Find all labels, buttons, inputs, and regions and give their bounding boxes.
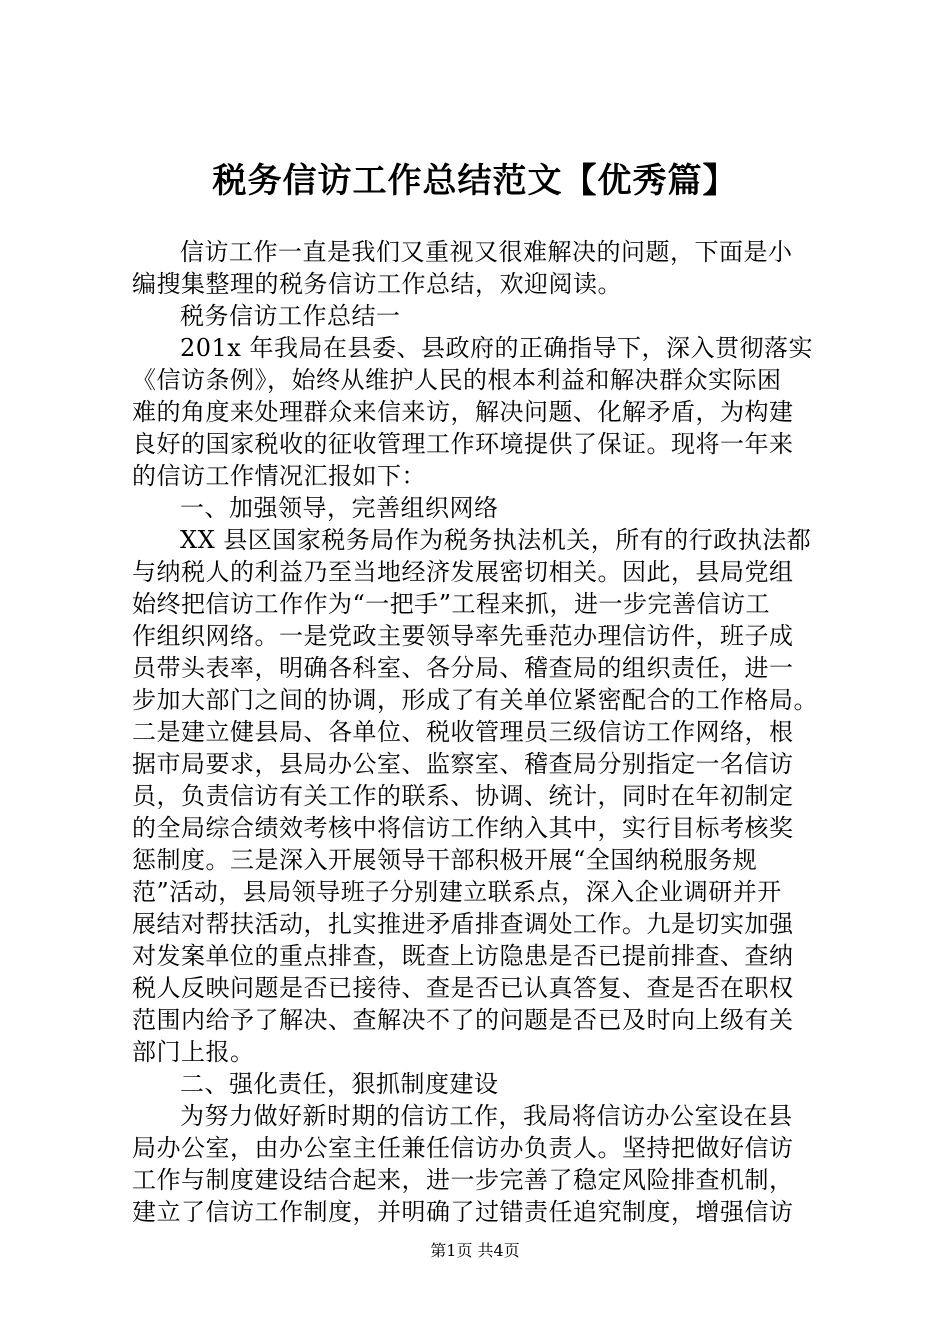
- body-line: 作组织网络。一是党政主要领导率先垂范办理信访件，班子成: [132, 622, 794, 650]
- body-line: XX 县区国家税务局作为税务执法机关，所有的行政执法都: [180, 526, 812, 554]
- body-line: 展结对帮扶活动，扎实推进矛盾排查调处工作。九是切实加强: [132, 910, 794, 938]
- body-line: 员带头表率，明确各科室、各分局、稽查局的组织责任，进一: [132, 654, 794, 682]
- body-line: 税人反映问题是否已接待、查是否已认真答复、查是否在职权: [132, 974, 794, 1002]
- body-line: 局办公室，由办公室主任兼任信访办负责人。坚持把做好信访: [132, 1134, 794, 1162]
- body-line: 员，负责信访有关工作的联系、协调、统计，同时在年初制定: [132, 782, 794, 810]
- section-heading: 一、加强领导，完善组织网络: [180, 494, 499, 522]
- page-number: 第1页 共4页: [430, 1241, 520, 1260]
- body-line: 惩制度。三是深入开展领导干部积极开展“全国纳税服务规: [132, 846, 758, 874]
- body-line: 二是建立健县局、各单位、税收管理员三级信访工作网络，根: [132, 718, 794, 746]
- body-line: 《信访条例》，始终从维护人民的根本利益和解决群众实际困: [132, 366, 782, 394]
- section-heading: 税务信访工作总结一: [180, 302, 401, 330]
- body-line: 范”活动，县局领导班子分别建立联系点，深入企业调研并开: [132, 878, 782, 906]
- body-line: 对发案单位的重点排查，既查上访隐患是否已提前排查、查纳: [132, 942, 794, 970]
- body-line: 范围内给予了解决、查解决不了的问题是否已及时向上级有关: [132, 1006, 794, 1034]
- body-line: 步加大部门之间的协调，形成了有关单位紧密配合的工作格局。: [132, 686, 818, 714]
- body-line: 的全局综合绩效考核中将信访工作纳入其中，实行目标考核奖: [132, 814, 794, 842]
- body-line: 信访工作一直是我们又重视又很难解决的问题，下面是小: [180, 238, 793, 266]
- body-line: 良好的国家税收的征收管理工作环境提供了保证。现将一年来: [132, 430, 794, 458]
- body-line: 编搜集整理的税务信访工作总结，欢迎阅读。: [132, 270, 622, 298]
- body-line: 据市局要求，县局办公室、监察室、稽查局分别指定一名信访: [132, 750, 794, 778]
- body-line: 与纳税人的利益乃至当地经济发展密切相关。因此，县局党组: [132, 558, 794, 586]
- body-line: 始终把信访工作作为“一把手”工程来抓，进一步完善信访工: [132, 590, 771, 618]
- body-line: 为努力做好新时期的信访工作，我局将信访办公室设在县: [180, 1102, 793, 1130]
- body-line: 的信访工作情况汇报如下：: [132, 462, 426, 490]
- body-line: 201x 年我局在县委、县政府的正确指导下，深入贯彻落实: [180, 334, 813, 362]
- body-line: 部门上报。: [132, 1038, 255, 1066]
- body-line: 建立了信访工作制度，并明确了过错责任追究制度，增强信访: [132, 1198, 794, 1226]
- section-heading: 二、强化责任，狠抓制度建设: [180, 1070, 499, 1098]
- body-line: 难的角度来处理群众来信来访，解决问题、化解矛盾，为构建: [132, 398, 794, 426]
- body-line: 工作与制度建设结合起来，进一步完善了稳定风险排查机制，: [132, 1166, 794, 1194]
- document-title: 税务信访工作总结范文【优秀篇】: [212, 161, 738, 201]
